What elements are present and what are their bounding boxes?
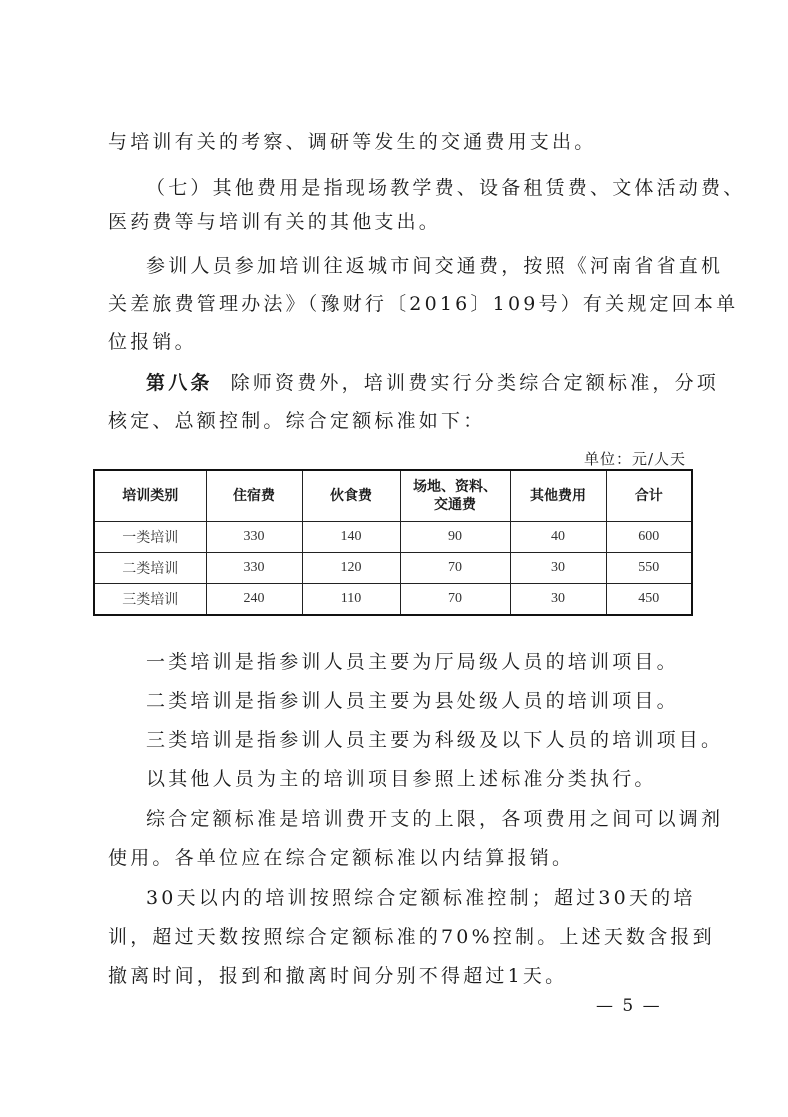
unit-label: 单位：元/人天: [583, 450, 686, 468]
table-cell: 330: [206, 522, 302, 553]
table-cell: 140: [302, 522, 400, 553]
table-cell: 110: [302, 584, 400, 616]
table-cell: 330: [206, 553, 302, 584]
paragraph-travel-line1: 参训人员参加培训往返城市间交通费，按照《河南省省直机: [146, 255, 724, 277]
table-row: [94, 584, 692, 616]
header-category: 培训类别: [94, 470, 206, 522]
fee-standard-table: [93, 469, 693, 616]
note-limit-line1: 综合定额标准是培训费开支的上限，各项费用之间可以调剂: [146, 808, 724, 830]
paragraph-travel-line3: 位报销。: [108, 331, 197, 353]
article-eight-line1: [146, 370, 736, 396]
note-limit-line2: 使用。各单位应在综合定额标准以内结算报销。: [108, 847, 575, 869]
table-cell: 240: [206, 584, 302, 616]
note-category-one: 一类培训是指参训人员主要为厅局级人员的培训项目。: [146, 651, 679, 673]
article-eight-line2: 核定、总额控制。综合定额标准如下：: [108, 410, 486, 432]
table-cell: 三类培训: [94, 584, 206, 616]
note-duration-line3: 撤离时间，报到和撤离时间分别不得超过1天。: [108, 965, 568, 987]
note-category-two: 二类培训是指参训人员主要为县处级人员的培训项目。: [146, 690, 679, 712]
page-number: — 5 —: [596, 996, 662, 1016]
note-other-personnel: 以其他人员为主的培训项目参照上述标准分类执行。: [146, 768, 657, 790]
table-cell: 450: [606, 584, 692, 616]
paragraph-other-cost-line1: （七）其他费用是指现场教学费、设备租赁费、文体活动费、: [146, 177, 746, 199]
table-cell: 30: [510, 553, 606, 584]
header-meals: 伙食费: [302, 470, 400, 522]
note-duration-line1: 30天以内的培训按照综合定额标准控制；超过30天的培: [146, 887, 696, 909]
table-cell: 70: [400, 553, 510, 584]
article-eight-label: 第八条: [146, 372, 213, 394]
paragraph-travel-line2: 关差旅费管理办法》（豫财行〔2016〕109号）有关规定回本单: [108, 293, 739, 315]
header-other: 其他费用: [510, 470, 606, 522]
table-cell: 30: [510, 584, 606, 616]
header-venue-line1: 场地、资料、: [413, 479, 497, 495]
header-accommodation: 住宿费: [206, 470, 302, 522]
table-cell: 40: [510, 522, 606, 553]
table-cell: 70: [400, 584, 510, 616]
table-cell: 90: [400, 522, 510, 553]
table-cell: 二类培训: [94, 553, 206, 584]
table-header-row: [94, 470, 692, 522]
note-category-three: 三类培训是指参训人员主要为科级及以下人员的培训项目。: [146, 729, 724, 751]
header-venue-materials-transport: [400, 470, 510, 522]
table-row: [94, 553, 692, 584]
note-duration-line2: 训，超过天数按照综合定额标准的70%控制。上述天数含报到: [108, 926, 715, 948]
article-eight-text: 除师资费外，培训费实行分类综合定额标准，分项: [230, 372, 720, 394]
table-cell: 550: [606, 553, 692, 584]
table-cell: 600: [606, 522, 692, 553]
table-cell: 120: [302, 553, 400, 584]
table-row: [94, 522, 692, 553]
header-total: 合计: [606, 470, 692, 522]
paragraph-transport-cost: 与培训有关的考察、调研等发生的交通费用支出。: [108, 131, 597, 153]
paragraph-other-cost-line2: 医药费等与培训有关的其他支出。: [108, 211, 442, 233]
table-cell: 一类培训: [94, 522, 206, 553]
header-venue-line2: 交通费: [434, 497, 476, 513]
